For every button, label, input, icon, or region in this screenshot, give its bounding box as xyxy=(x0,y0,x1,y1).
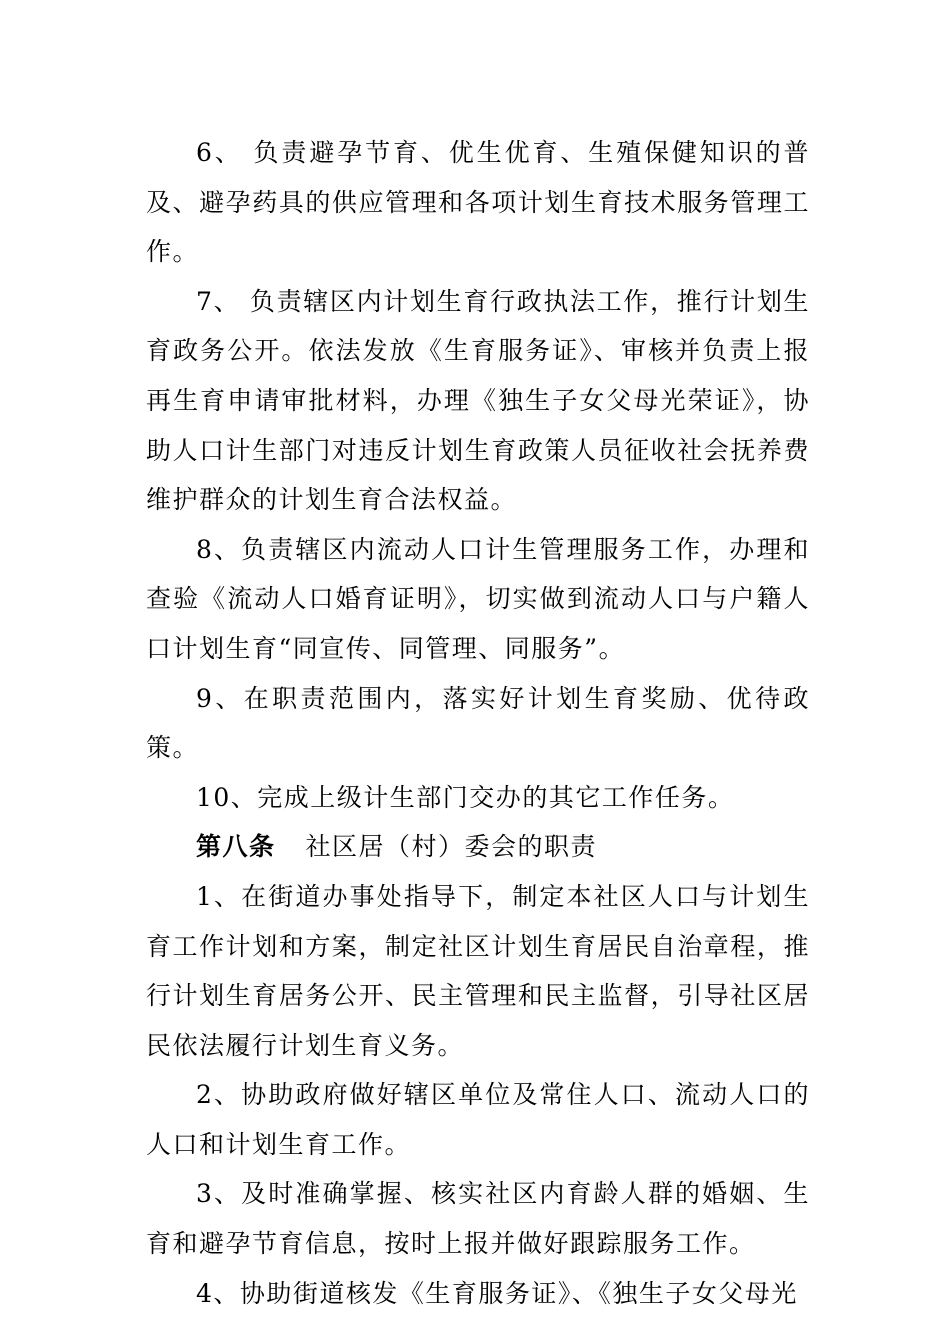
article-title: 社区居（村）委会的职责 xyxy=(305,832,598,862)
article-label: 第八条 xyxy=(196,832,276,862)
paragraph-item-9: 9、在职责范围内，落实好计划生育奖励、优待政策。 xyxy=(146,683,810,763)
paragraph-item-6: 6、 负责避孕节育、优生优育、生殖保健知识的普及、避孕药具的供应管理和各项计划生育技术服务管理工作。 xyxy=(146,138,810,267)
document-body xyxy=(146,128,810,1318)
article-item-3: 3、及时准确掌握、核实社区内育龄人群的婚姻、生育和避孕节育信息，按时上报并做好跟踪服务工作。 xyxy=(146,1179,810,1259)
article-item-2: 2、协助政府做好辖区单位及常住人口、流动人口的人口和计划生育工作。 xyxy=(146,1080,810,1159)
paragraph-item-10: 10、完成上级计生部门交办的其它工作任务。 xyxy=(196,782,735,812)
paragraph-item-7: 7、 负责辖区内计划生育行政执法工作，推行计划生育政务公开。依法发放《生育服务证》、审核并负责上报再生育申请审批材料，办理《独生子女父母光荣证》，协助人口计生部门对违反计划生育政策人员征收社会抚养费维护群众的计划生育合法权益。 xyxy=(146,286,810,515)
paragraph-item-8: 8、负责辖区内流动人口计生管理服务工作，办理和查验《流动人口婚育证明》，切实做到流动人口与户籍人口计划生育“同宣传、同管理、同服务”。 xyxy=(146,534,810,663)
article-heading xyxy=(146,822,810,872)
article-item-1: 1、在街道办事处指导下，制定本社区人口与计划生育工作计划和方案，制定社区计划生育居民自治章程，推行计划生育居务公开、民主管理和民主监督，引导社区居民依法履行计划生育义务。 xyxy=(146,881,810,1060)
article-item-4: 4、协助街道核发《生育服务证》、《独生子女父母光 xyxy=(196,1278,798,1308)
